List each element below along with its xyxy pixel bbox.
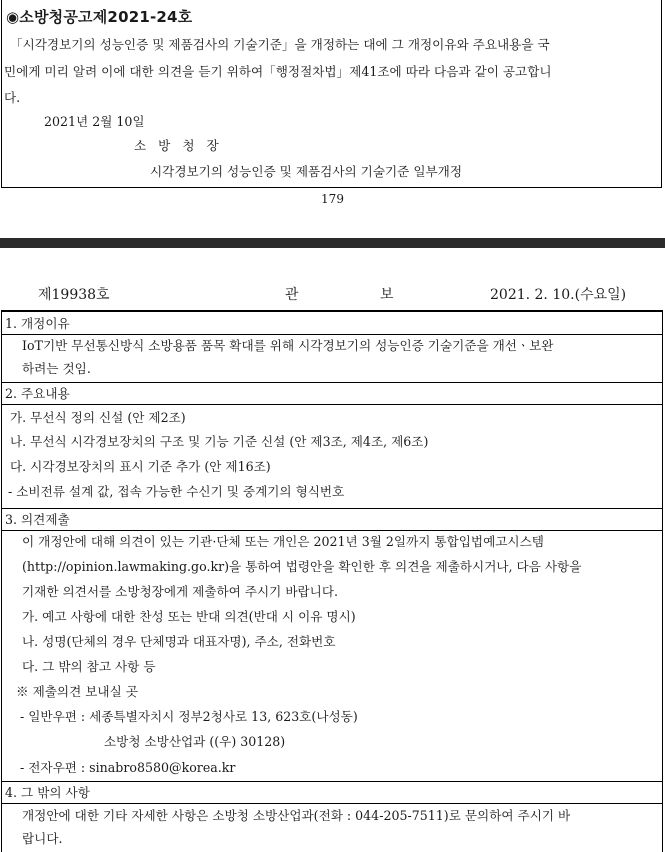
notice-date: 2021년 2월 10일	[44, 114, 145, 129]
notice-issuer: 소 방 청 장	[134, 138, 223, 153]
section-2-title: 2. 주요내용	[5, 386, 70, 401]
section-3-line-5: 나. 성명(단체의 경우 단체명과 대표자명), 주소, 전화번호	[22, 634, 336, 649]
gazette-date: 2021. 2. 10.(수요일)	[490, 287, 627, 303]
section-4-title: 4. 그 밖의 사항	[5, 785, 90, 800]
section-3-line-6: 다. 그 밖의 참고 사항 등	[22, 659, 156, 674]
section-3-line-8: - 일반우편 : 세종특별자치시 정부2청사로 13, 623호(나성동)	[20, 709, 358, 724]
row-divider	[1, 530, 663, 531]
section-2-line-2: 나. 무선식 시각경보장치의 구조 및 기능 기준 신설 (안 제3조, 제4조, 제6조)	[10, 434, 429, 449]
section-1-line-2: 하려는 것임.	[22, 361, 91, 376]
section-3-line-2: (http://opinion.lawmaking.go.kr)을 통하여 법령안을 확인한 후 의견을 제출하시거나, 다음 사항을	[22, 559, 582, 574]
row-divider	[1, 404, 663, 405]
notice-body-line-3: 다.	[4, 90, 21, 105]
gazette-name-right: 보	[380, 287, 394, 303]
section-1-line-1: IoT기반 무선통신방식 소방용품 품목 확대를 위해 시각경보기의 성능인증 기술기준을 개선ㆍ보완	[22, 338, 554, 353]
notice-subject: 시각경보기의 성능인증 및 제품검사의 기술기준 일부개정	[150, 164, 462, 179]
gazette-issue: 제19938호	[38, 287, 110, 303]
section-3-line-1: 이 개정안에 대해 의견이 있는 기관·단체 또는 개인은 2021년 3월 2일까지 통합입법예고시스템	[22, 534, 544, 549]
row-divider	[1, 781, 663, 782]
section-3-title: 3. 의견제출	[5, 512, 70, 527]
row-divider	[1, 803, 663, 804]
section-4-line-1: 개정안에 대한 기타 자세한 사항은 소방청 소방산업과(전화 : 044-205-7511)로 문의하여 주시기 바	[22, 808, 571, 823]
row-divider	[1, 334, 663, 335]
notice-title: ◉소방청공고제2021-24호	[6, 8, 193, 26]
notice-box	[1, 0, 662, 188]
section-3-line-3: 기재한 의견서를 소방청장에게 제출하여 주시기 바랍니다.	[22, 584, 338, 599]
section-3-line-10: - 전자우편 : sinabro8580@korea.kr	[20, 760, 236, 775]
section-3-line-4: 가. 예고 사항에 대한 찬성 또는 반대 의견(반대 시 이유 명시)	[22, 609, 356, 624]
notice-body-line-2: 민에게 미리 알려 이에 대한 의견을 듣기 위하여「행정절차법」제41조에 따라 다음과 같이 공고합니	[4, 64, 552, 79]
section-2-line-3: 다. 시각경보장치의 표시 기준 추가 (안 제16조)	[10, 459, 271, 474]
section-3-line-7: ※ 제출의견 보내실 곳	[16, 684, 138, 699]
gazette-name-left: 관	[285, 287, 299, 303]
page-number: 179	[321, 192, 344, 206]
section-3-line-9: 소방청 소방산업과 ((우) 30128)	[104, 734, 286, 749]
row-divider	[1, 508, 663, 509]
notice-body-line-1: 「시각경보기의 성능인증 및 제품검사의 기술기준」을 개정하는 대에 그 개정이유와 주요내용을 국	[10, 37, 550, 52]
page-divider-bar	[0, 238, 665, 248]
row-divider	[1, 382, 663, 383]
section-4-line-2: 랍니다.	[22, 831, 63, 846]
section-2-line-4: - 소비전류 설계 값, 접속 가능한 수신기 및 중계기의 형식번호	[8, 484, 345, 499]
section-2-line-1: 가. 무선식 정의 신설 (안 제2조)	[10, 410, 186, 425]
section-1-title: 1. 개정이유	[5, 316, 70, 331]
